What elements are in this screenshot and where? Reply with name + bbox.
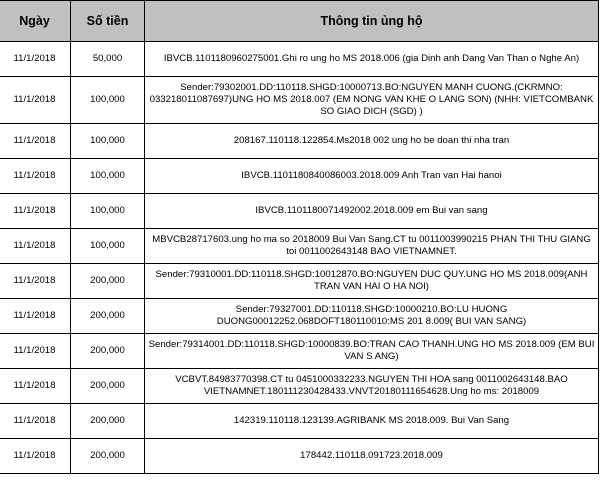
cell-date: 11/1/2018: [0, 334, 71, 369]
cell-amount: 200,000: [71, 404, 145, 439]
cell-date: 11/1/2018: [0, 299, 71, 334]
header-date: Ngày: [0, 1, 71, 42]
cell-info: IBVCB.1101180840086003.2018.009 Anh Tran van Hai hanoi: [145, 159, 599, 194]
cell-amount: 100,000: [71, 229, 145, 264]
table-row: [0, 77, 599, 124]
cell-info: IBVCB.1101180960275001.Ghi ro ung ho MS 2018.006 (gia Dinh anh Dang Van Than o Nghe An): [145, 42, 599, 77]
table-row: [0, 42, 599, 77]
cell-info: 208167.110118.122854.Ms2018 002 ung ho be doan thi nha tran: [145, 124, 599, 159]
cell-date: 11/1/2018: [0, 229, 71, 264]
table-row: [0, 194, 599, 229]
cell-info: Sender:79327001.DD:110118.SHGD:10000210.BO:LU HUONG DUONG00012252.068DOFT180110010:MS 201 8.009( BUI VAN SANG): [145, 299, 599, 334]
header-amount: Số tiền: [71, 1, 145, 42]
cell-info: 178442.110118.091723.2018.009: [145, 439, 599, 474]
table-row: [0, 264, 599, 299]
cell-date: 11/1/2018: [0, 369, 71, 404]
table-row: [0, 369, 599, 404]
cell-date: 11/1/2018: [0, 264, 71, 299]
cell-amount: 200,000: [71, 334, 145, 369]
cell-info: Sender:79314001.DD:110118.SHGD:10000839.BO:TRAN CAO THANH.UNG HO MS 2018.009 (EM BUI VAN S ANG): [145, 334, 599, 369]
cell-date: 11/1/2018: [0, 77, 71, 124]
cell-amount: 100,000: [71, 159, 145, 194]
table-row: [0, 159, 599, 194]
table-row: [0, 334, 599, 369]
header-info: Thông tin ủng hộ: [145, 1, 599, 42]
cell-amount: 200,000: [71, 299, 145, 334]
cell-info: MBVCB28717603.ung ho ma so 2018009 Bui Van Sang.CT tu 0011003990215 PHAN THI THU GIANG toi 0011002643148 BAO VIETNAMNET.: [145, 229, 599, 264]
table-row: [0, 439, 599, 474]
cell-amount: 200,000: [71, 264, 145, 299]
cell-date: 11/1/2018: [0, 42, 71, 77]
cell-amount: 200,000: [71, 439, 145, 474]
cell-amount: 100,000: [71, 124, 145, 159]
cell-info: Sender:79302001.DD:110118.SHGD:10000713.BO:NGUYEN MANH CUONG.(CKRMNO: 0332180110876​97)UNG HO MS 2018.007 (EM NONG VAN KHE O LANG SON) (NHH: VIETCOMBANK SO GIAO DICH (SGD) ): [145, 77, 599, 124]
table-row: [0, 229, 599, 264]
table-row: [0, 124, 599, 159]
cell-info: VCBVT.84983770398.CT tu 0451000332233.NGUYEN THI HOA sang 0011002643148.BAO VIETNAMNET.180111230428433.VNVT20180111654628.Ung ho ms: 2018009: [145, 369, 599, 404]
cell-date: 11/1/2018: [0, 404, 71, 439]
cell-date: 11/1/2018: [0, 159, 71, 194]
table-row: [0, 404, 599, 439]
cell-amount: 100,000: [71, 77, 145, 124]
cell-date: 11/1/2018: [0, 439, 71, 474]
cell-info: Sender:79310001.DD:110118.SHGD:10012870.BO:NGUYEN DUC QUY.UNG HO MS 2018.009(ANH TRAN VAN HAI O HA NOI): [145, 264, 599, 299]
cell-date: 11/1/2018: [0, 124, 71, 159]
header-row: [0, 1, 599, 42]
cell-amount: 200,000: [71, 369, 145, 404]
cell-amount: 50,000: [71, 42, 145, 77]
cell-info: IBVCB.1101180071492002.2018.009 em Bui van sang: [145, 194, 599, 229]
cell-amount: 100,000: [71, 194, 145, 229]
table-row: [0, 299, 599, 334]
cell-date: 11/1/2018: [0, 194, 71, 229]
cell-info: 142319.110118.123139.AGRIBANK MS 2018.009. Bui Van Sang: [145, 404, 599, 439]
